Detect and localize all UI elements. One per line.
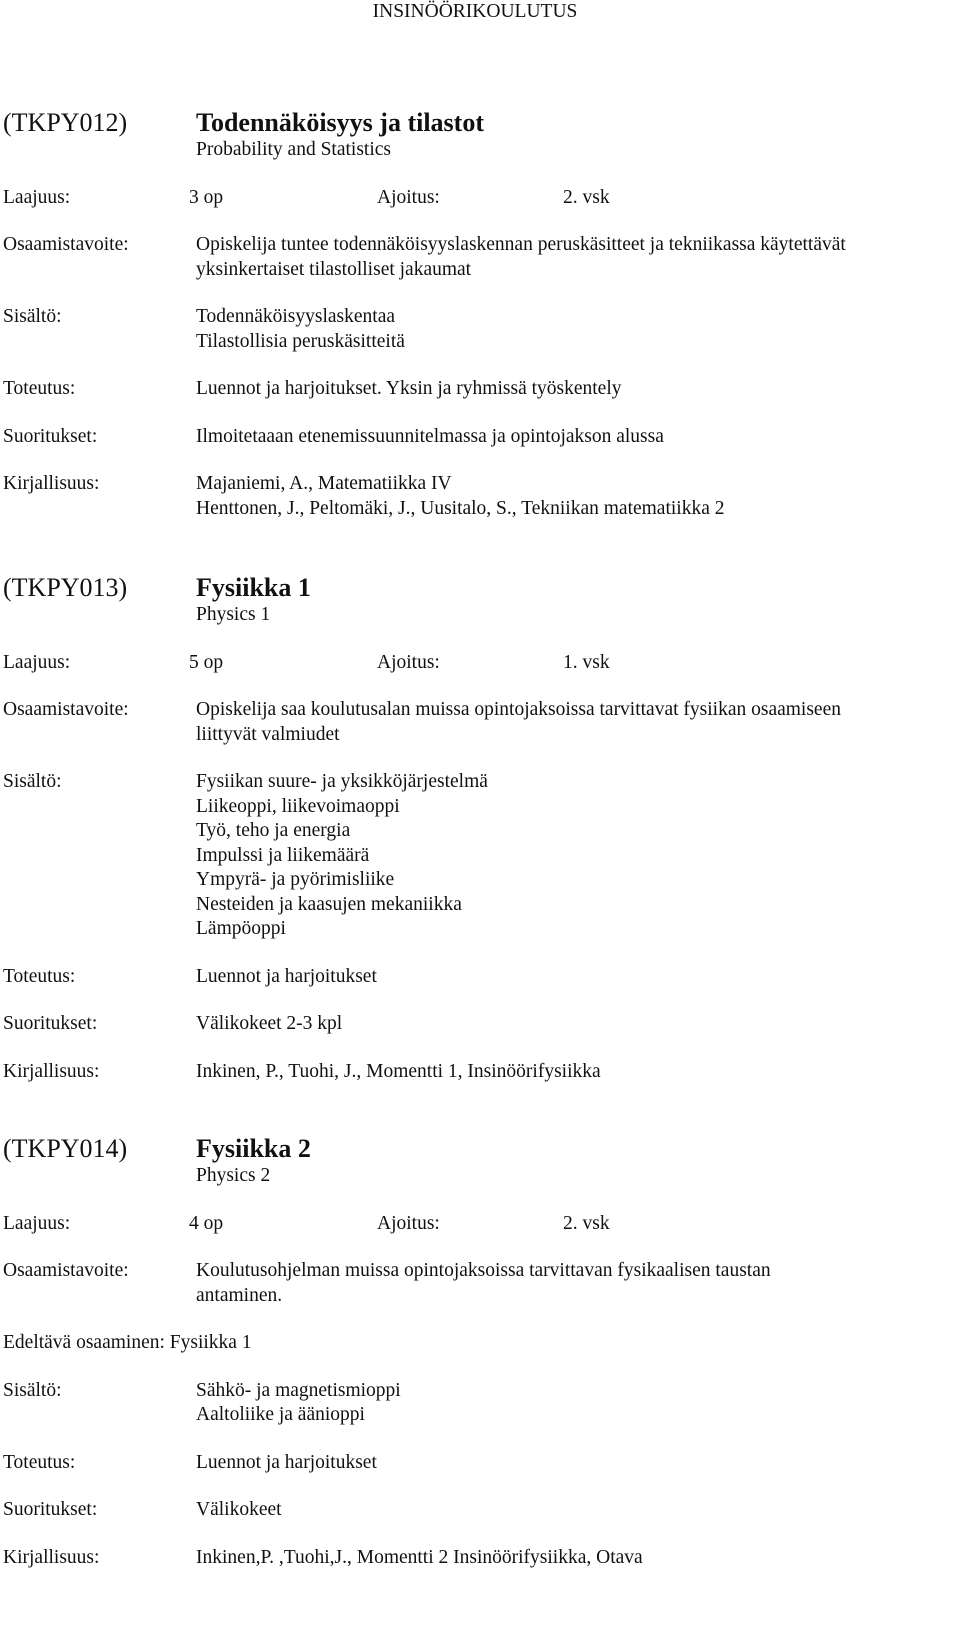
- content-line: Lämpöoppi: [196, 918, 286, 939]
- literature-value: [196, 472, 953, 521]
- performance-line: Välikokeet 2-3 kpl: [196, 1013, 343, 1034]
- course-code: (TKPY014): [3, 1134, 128, 1163]
- content-label: Sisältö:: [3, 771, 62, 792]
- timing-label: Ajoitus:: [377, 187, 440, 208]
- goals-value: [196, 1259, 953, 1308]
- content-label: Sisältö:: [3, 1379, 62, 1401]
- prerequisite-label: Edeltävä osaaminen:: [3, 1332, 165, 1353]
- course-meta: [3, 651, 953, 675]
- course-title: Fysiikka 2: [196, 1134, 311, 1163]
- scope-label: Laajuus:: [3, 1213, 71, 1234]
- course-subtitle: Physics 2: [196, 1165, 271, 1186]
- performance-field: [3, 1012, 953, 1037]
- implementation-label: Toteutus:: [3, 378, 76, 399]
- timing-value: 2. vsk: [563, 187, 610, 208]
- performance-label: Suoritukset:: [3, 1013, 98, 1034]
- scope-label: Laajuus:: [3, 652, 71, 673]
- goals-line: Opiskelija tuntee todennäköisyyslaskennan peruskäsitteet ja tekniikassa käytettävät: [196, 234, 846, 255]
- content-line: Todennäköisyyslaskentaa: [196, 306, 395, 327]
- performance-value: [196, 1498, 953, 1523]
- course-title-row: [3, 108, 953, 138]
- literature-label: Kirjallisuus:: [3, 473, 100, 494]
- implementation-field: [3, 377, 953, 402]
- literature-field: [3, 1546, 953, 1571]
- implementation-label: Toteutus:: [3, 965, 76, 987]
- literature-label: Kirjallisuus:: [3, 1546, 100, 1568]
- page-header: [0, 0, 960, 24]
- timing-value: 2. vsk: [563, 1213, 610, 1234]
- goals-value: [196, 233, 953, 282]
- scope-label: Laajuus:: [3, 187, 71, 208]
- content-value: [196, 305, 953, 354]
- scope-value: 3 op: [189, 187, 224, 208]
- literature-field: [3, 1060, 953, 1085]
- implementation-field: [3, 1451, 953, 1476]
- content-line: Nesteiden ja kaasujen mekaniikka: [196, 893, 462, 915]
- literature-value: [196, 1060, 953, 1085]
- timing-value: 1. vsk: [563, 652, 610, 673]
- performance-line: Välikokeet: [196, 1499, 282, 1520]
- literature-value: [196, 1546, 953, 1571]
- goals-line: yksinkertaiset tilastolliset jakaumat: [196, 258, 472, 280]
- performance-field: [3, 1498, 953, 1523]
- literature-label: Kirjallisuus:: [3, 1060, 100, 1082]
- literature-line: Inkinen, P., Tuohi, J., Momentti 1, Insinöörifysiikka: [196, 1060, 601, 1082]
- performance-label: Suoritukset:: [3, 425, 98, 447]
- scope-value: 5 op: [189, 652, 224, 673]
- content-line: Tilastollisia peruskäsitteitä: [196, 330, 405, 352]
- content-line: Fysiikan suure- ja yksikköjärjestelmä: [196, 771, 488, 792]
- content-line: Työ, teho ja energia: [196, 820, 351, 841]
- goals-label: Osaamistavoite:: [3, 234, 129, 255]
- literature-field: [3, 472, 953, 521]
- content-value: [196, 770, 953, 942]
- implementation-field: [3, 965, 953, 990]
- goals-line: Opiskelija saa koulutusalan muissa opintojaksoissa tarvittavat fysiikan osaamiseen: [196, 699, 841, 720]
- course-title: Todennäköisyys ja tilastot: [196, 108, 484, 137]
- course-section: [3, 1134, 953, 1570]
- course-title-row: [3, 1134, 953, 1164]
- implementation-value: [196, 965, 953, 990]
- course-title: Fysiikka 1: [196, 573, 311, 602]
- content-line: Liikeoppi, liikevoimaoppi: [196, 795, 400, 817]
- literature-line: Henttonen, J., Peltomäki, J., Uusitalo, S., Tekniikan matematiikka 2: [196, 497, 725, 519]
- performance-field: [3, 425, 953, 450]
- course-meta: [3, 1212, 953, 1236]
- timing-label: Ajoitus:: [377, 652, 440, 673]
- implementation-line: Luennot ja harjoitukset: [196, 1451, 377, 1473]
- content-field: [3, 770, 953, 942]
- goals-line: Koulutusohjelman muissa opintojaksoissa tarvittavan fysikaalisen taustan: [196, 1260, 771, 1281]
- content-line: Aaltoliike ja äänioppi: [196, 1404, 365, 1425]
- goals-label: Osaamistavoite:: [3, 699, 129, 720]
- goals-line: liittyvät valmiudet: [196, 723, 340, 745]
- literature-line: Majaniemi, A., Matematiikka IV: [196, 473, 452, 494]
- goals-field: [3, 698, 953, 747]
- course-code: (TKPY013): [3, 573, 128, 602]
- implementation-label: Toteutus:: [3, 1451, 76, 1473]
- content-line: Impulssi ja liikemäärä: [196, 844, 370, 866]
- content-field: [3, 1379, 953, 1428]
- course-section: [3, 573, 953, 1084]
- content-label: Sisältö:: [3, 306, 62, 327]
- goals-value: [196, 698, 953, 747]
- literature-line: Inkinen,P. ,Tuohi,J., Momentti 2 Insinöörifysiikka, Otava: [196, 1546, 643, 1568]
- performance-label: Suoritukset:: [3, 1499, 98, 1520]
- content-value: [196, 1379, 953, 1428]
- course-meta: [3, 186, 953, 210]
- course-title-row: [3, 573, 953, 603]
- content-line: Sähkö- ja magnetismioppi: [196, 1379, 401, 1401]
- content-field: [3, 305, 953, 354]
- prerequisite-field: [3, 1331, 953, 1356]
- performance-value: [196, 1012, 953, 1037]
- goals-line: antaminen.: [196, 1284, 283, 1306]
- goals-label: Osaamistavoite:: [3, 1260, 129, 1281]
- course-subtitle: Probability and Statistics: [196, 139, 391, 160]
- goals-field: [3, 233, 953, 282]
- implementation-value: [196, 377, 953, 402]
- header-text: INSINÖÖRIKOULUTUS: [372, 1, 578, 22]
- implementation-line: Luennot ja harjoitukset: [196, 965, 377, 987]
- timing-label: Ajoitus:: [377, 1213, 440, 1234]
- course-code: (TKPY012): [3, 108, 128, 137]
- course-section: [3, 108, 953, 521]
- goals-field: [3, 1259, 953, 1308]
- scope-value: 4 op: [189, 1213, 224, 1234]
- prerequisite-value: Fysiikka 1: [169, 1332, 252, 1353]
- course-subtitle: Physics 1: [196, 604, 271, 625]
- implementation-line: Luennot ja harjoitukset. Yksin ja ryhmissä työskentely: [196, 378, 622, 399]
- implementation-value: [196, 1451, 953, 1476]
- performance-line: Ilmoitetaaan etenemissuunnitelmassa ja opintojakson alussa: [196, 425, 664, 447]
- performance-value: [196, 425, 953, 450]
- content-line: Ympyrä- ja pyörimisliike: [196, 869, 395, 890]
